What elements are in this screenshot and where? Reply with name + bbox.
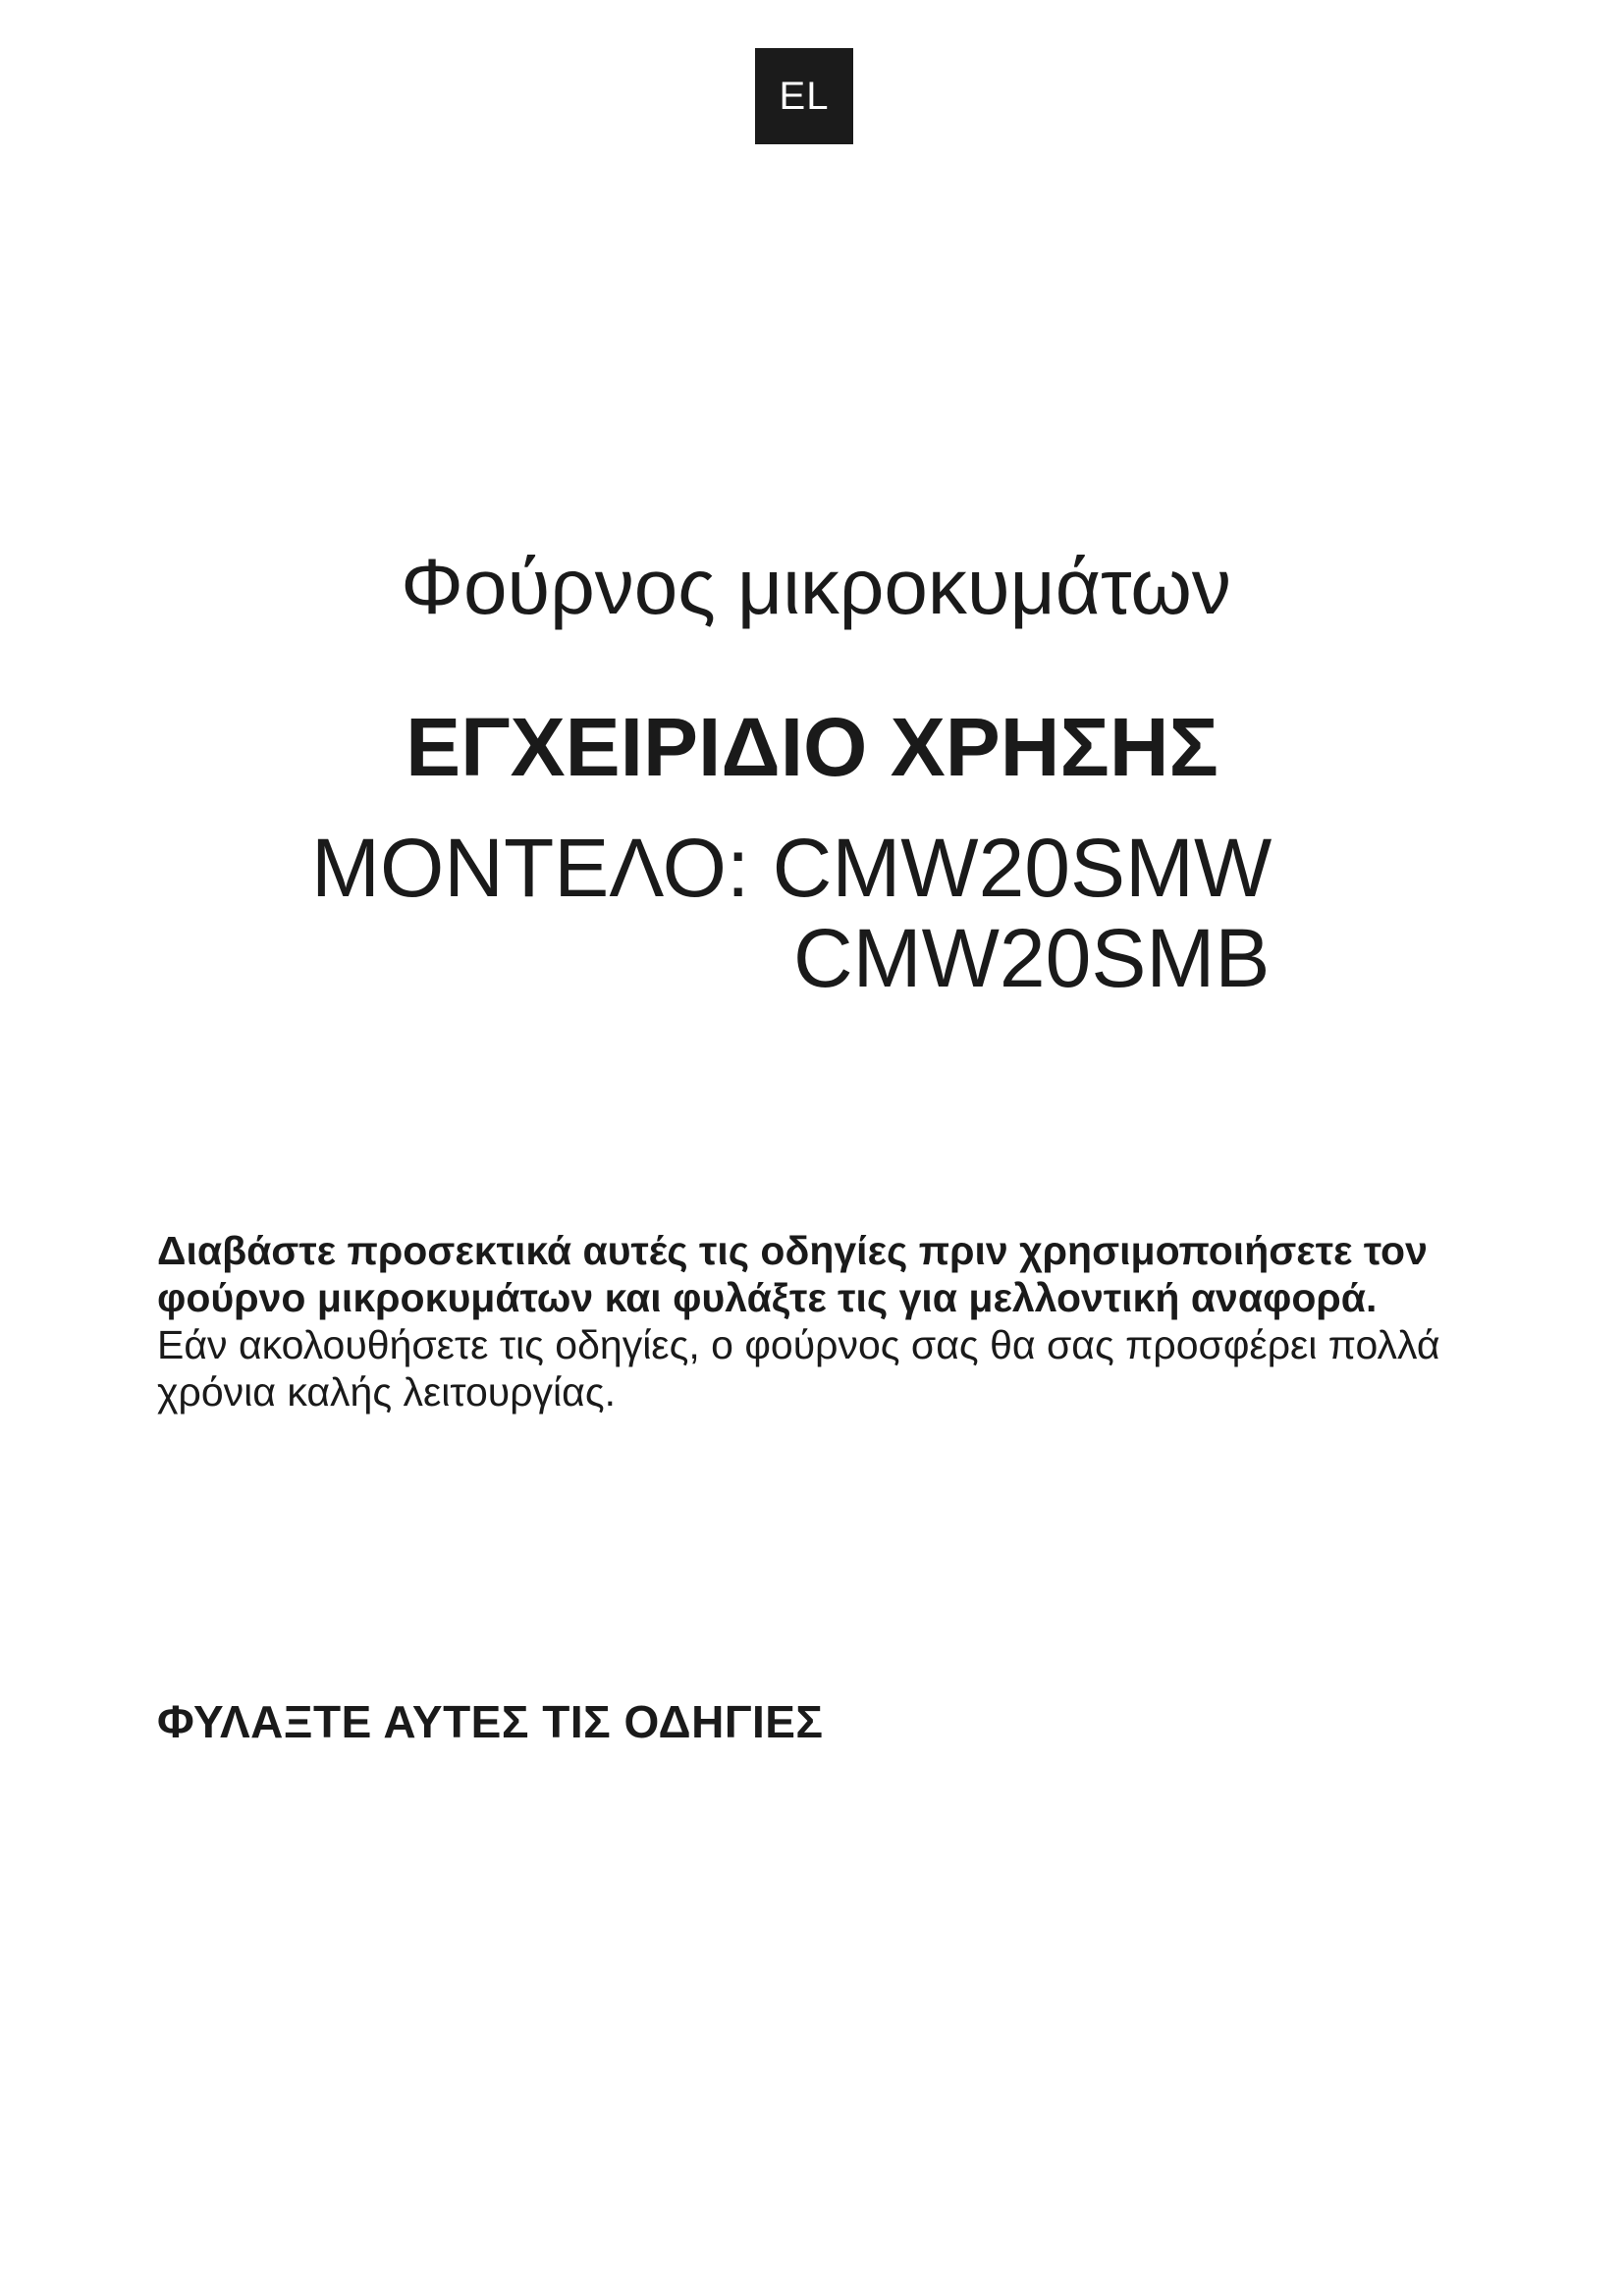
model-block [311, 823, 1272, 1003]
language-code: EL [779, 74, 830, 118]
keep-instructions-notice: ΦΥΛΑΞΤΕ ΑΥΤΕΣ ΤΙΣ ΟΔΗΓΙΕΣ [157, 1696, 824, 1747]
intro-warning: Διαβάστε προσεκτικά αυτές τις οδηγίες πριν χρησιμοποιήσετε τον φούρνο μικροκυμάτων και φυλάξτε τις για μελλοντική αναφορά. [157, 1228, 1428, 1320]
manual-title: ΕΓΧΕΙΡΙΔΙΟ ΧΡΗΣΗΣ [406, 701, 1218, 793]
product-title: Φούρνος μικροκυμάτων [401, 543, 1231, 630]
language-badge [755, 48, 853, 144]
intro-benefit: Εάν ακολουθήσετε τις οδηγίες, ο φούρνος σας θα σας προσφέρει πολλά χρόνια καλής λειτουργίας. [157, 1322, 1440, 1415]
intro-paragraph [157, 1227, 1512, 1415]
model-line-primary: ΜΟΝΤΕΛΟ: CMW20SMW [311, 822, 1272, 914]
model-line-secondary: CMW20SMB [793, 912, 1271, 1004]
